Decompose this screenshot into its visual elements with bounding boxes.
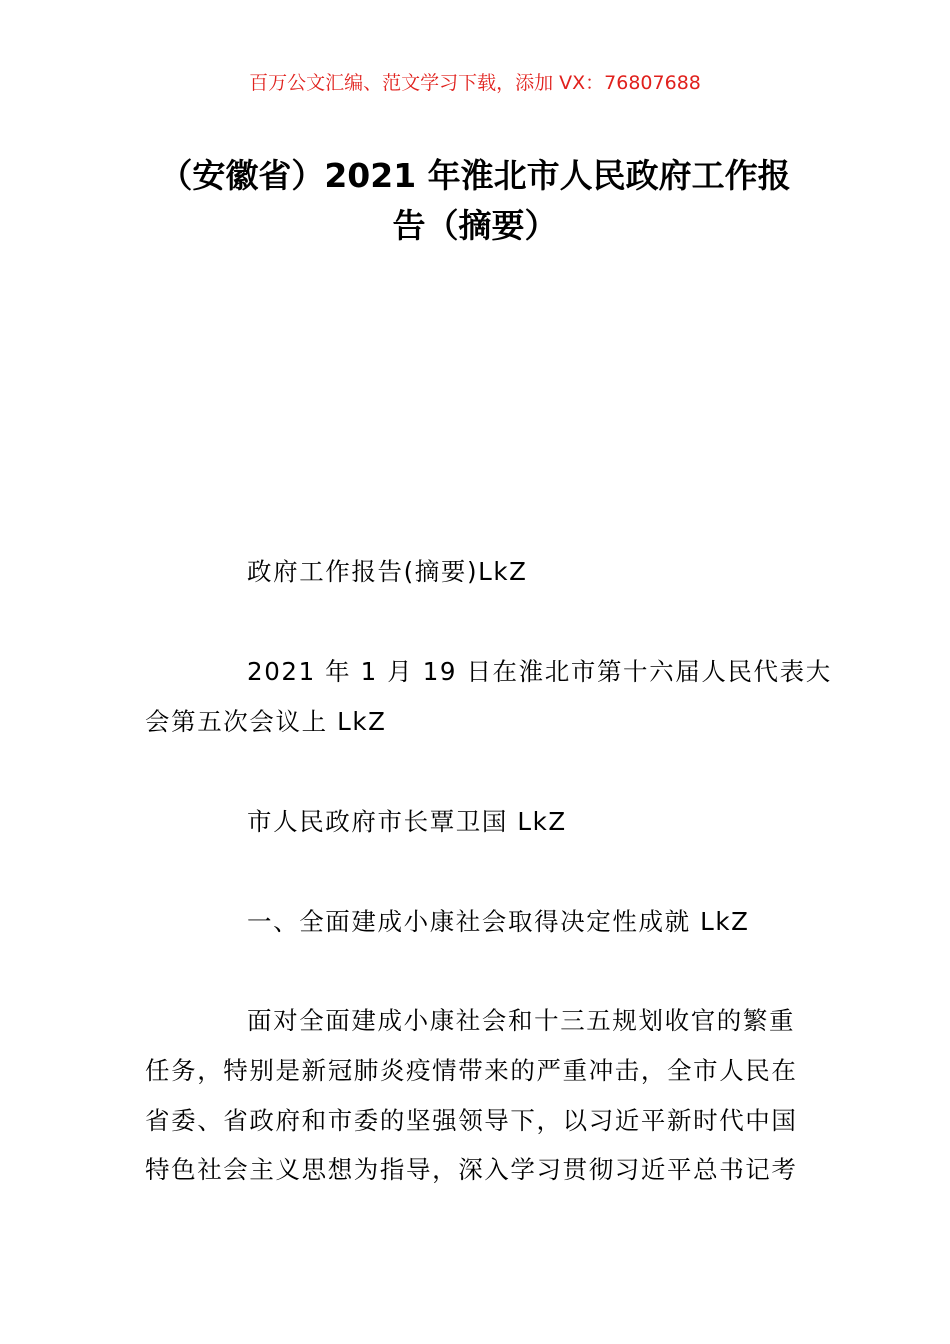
paragraph-report-name: 政府工作报告(摘要)LkZ [247, 557, 528, 586]
paragraph-date-line-1: 2021 年 1 月 19 日在淮北市第十六届人民代表大 [247, 657, 832, 686]
header-notice: 百万公文汇编、范文学习下载，添加 VX：76807688 [249, 72, 701, 94]
document-title-line-1: （安徽省）2021 年淮北市人民政府工作报 [159, 156, 791, 195]
body-paragraph-line-2: 任务，特别是新冠肺炎疫情带来的严重冲击，全市人民在 [145, 1056, 798, 1085]
paragraph-date-line-2: 会第五次会议上 LkZ [145, 707, 387, 736]
body-paragraph-line-1: 面对全面建成小康社会和十三五规划收官的繁重 [247, 1006, 796, 1035]
body-paragraph-line-3: 省委、省政府和市委的坚强领导下，以习近平新时代中国 [145, 1106, 798, 1135]
body-paragraph-line-4: 特色社会主义思想为指导，深入学习贯彻习近平总书记考 [145, 1155, 798, 1184]
section-heading-1: 一、全面建成小康社会取得决定性成就 LkZ [247, 907, 750, 936]
document-title-line-2: 告（摘要） [392, 206, 558, 245]
paragraph-speaker: 市人民政府市长覃卫国 LkZ [247, 807, 567, 836]
